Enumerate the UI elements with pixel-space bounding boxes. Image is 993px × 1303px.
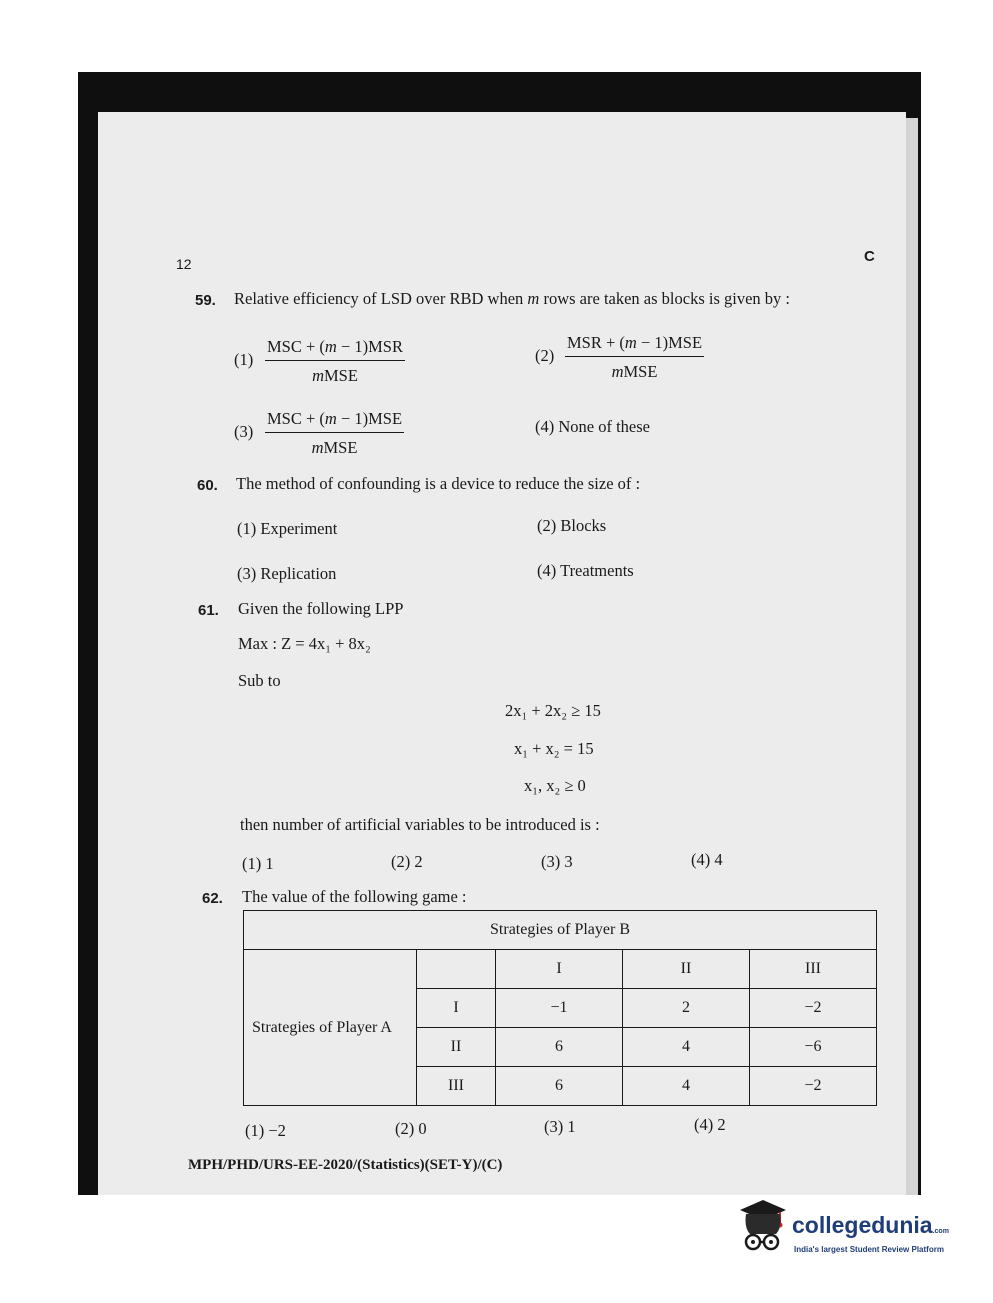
q60-number: 60. <box>197 477 218 494</box>
col-header-ii: II <box>623 950 750 989</box>
q61-constraint-2: x₁ + x₂ = 15 <box>514 739 594 758</box>
page-number: 12 <box>176 256 192 272</box>
q61-question: then number of artificial variables to be introduced is : <box>240 815 600 834</box>
q61-number: 61. <box>198 602 219 619</box>
q62-text: The value of the following game : <box>242 887 467 906</box>
q62-opt3: (3) 1 <box>544 1117 576 1136</box>
q59-opt1-label: (1) <box>234 350 254 369</box>
q61-opt3: (3) 3 <box>541 852 573 871</box>
payoff-cell: −2 <box>750 989 877 1028</box>
q59-opt1-fraction: MSC + (m − 1)MSR mMSE <box>267 337 403 385</box>
brand-name: collegedunia.com <box>792 1212 949 1238</box>
q61-constraint-1: 2x₁ + 2x₂ ≥ 15 <box>505 701 601 720</box>
col-header-iii: III <box>750 950 877 989</box>
q62-opt1: (1) −2 <box>245 1121 286 1140</box>
row-header-i: I <box>417 989 496 1028</box>
q61-sub-to: Sub to <box>238 671 281 690</box>
row-header-ii: II <box>417 1028 496 1067</box>
q60-opt1: (1) Experiment <box>237 519 338 538</box>
payoff-cell: −2 <box>750 1067 877 1106</box>
row-header-iii: III <box>417 1067 496 1106</box>
q59-number: 59. <box>195 292 216 309</box>
q62-opt2: (2) 0 <box>395 1119 427 1138</box>
set-code: C <box>864 248 875 265</box>
q59-opt4: (4) None of these <box>535 417 651 436</box>
graduate-mascot-icon <box>736 1198 790 1260</box>
q60-opt2: (2) Blocks <box>537 516 607 535</box>
q61-opt4: (4) 4 <box>691 850 723 869</box>
q59-opt2-fraction: MSR + (m − 1)MSE mMSE <box>567 333 703 381</box>
payoff-cell: −6 <box>750 1028 877 1067</box>
payoff-cell: 2 <box>623 989 750 1028</box>
q61-opt2: (2) 2 <box>391 852 423 871</box>
q62-number: 62. <box>202 890 223 907</box>
q61-opt1: (1) 1 <box>242 854 274 873</box>
q59-opt3-fraction: MSC + (m − 1)MSE mMSE <box>267 409 403 457</box>
q59-opt3-label: (3) <box>234 422 254 441</box>
q60-text: The method of confounding is a device to reduce the size of : <box>236 474 641 493</box>
col-header-i: I <box>496 950 623 989</box>
page-edge <box>906 118 918 1195</box>
q61-objective: Max : Z = 4x₁ + 8x₂ <box>238 634 371 653</box>
payoff-cell: −1 <box>496 989 623 1028</box>
brand-tagline: India's largest Student Review Platform <box>794 1245 944 1254</box>
payoff-cell: 4 <box>623 1028 750 1067</box>
payoff-cell: 4 <box>623 1067 750 1106</box>
payoff-cell: 6 <box>496 1067 623 1106</box>
q61-text: Given the following LPP <box>238 599 404 618</box>
q61-constraint-3: x₁, x₂ ≥ 0 <box>524 776 586 795</box>
q60-opt3: (3) Replication <box>237 564 337 583</box>
q59-text: Relative efficiency of LSD over RBD when m rows are taken as blocks is given by : <box>234 289 790 308</box>
q59-opt2-label: (2) <box>535 346 555 365</box>
corner-cell <box>417 950 496 989</box>
game-payoff-table <box>243 910 877 1106</box>
q62-opt4: (4) 2 <box>694 1115 726 1134</box>
q60-opt4: (4) Treatments <box>537 561 634 580</box>
payoff-cell: 6 <box>496 1028 623 1067</box>
player-b-header: Strategies of Player B <box>244 911 877 950</box>
paper-code-footer: MPH/PHD/URS-EE-2020/(Statistics)(SET-Y)/(C) <box>188 1157 503 1173</box>
player-a-label: Strategies of Player A <box>244 950 417 1106</box>
